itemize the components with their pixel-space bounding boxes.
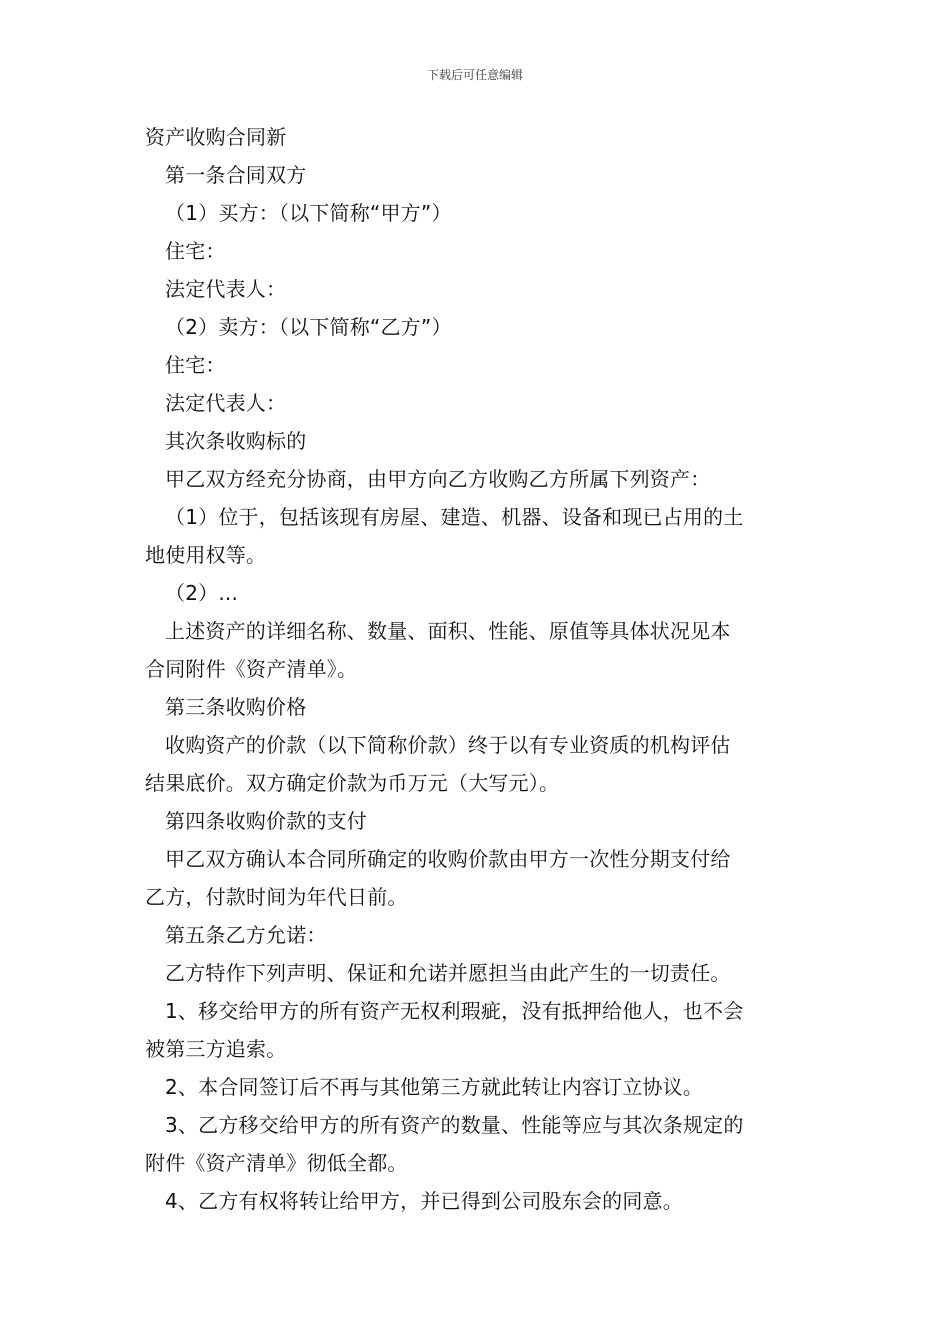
text-line: 结果底价。双方确定价款为币万元（大写元）。 xyxy=(145,771,560,795)
text-line: 法定代表人： xyxy=(165,277,287,301)
text-line: （1）位于，包括该现有房屋、建造、机器、设备和现已占用的土 xyxy=(165,505,744,529)
text-line: 甲乙双方确认本合同所确定的收购价款由甲方一次性分期支付给 xyxy=(165,847,731,871)
text-line: 上述资产的详细名称、数量、面积、性能、原值等具体状况见本 xyxy=(165,619,731,643)
text-line: 2、本合同签订后不再与其他第三方就此转让内容订立协议。 xyxy=(165,1075,704,1099)
text-line: 住宅： xyxy=(165,353,226,377)
contract-document xyxy=(145,118,810,1220)
text-line: 第三条收购价格 xyxy=(165,695,307,719)
text-line: 乙方，付款时间为年代日前。 xyxy=(145,885,408,909)
text-line: （1）买方：（以下简称“甲方”） xyxy=(165,201,452,225)
text-line: （2）卖方：（以下简称“乙方”） xyxy=(165,315,452,339)
text-line: 4、乙方有权将转让给甲方，并已得到公司股东会的同意。 xyxy=(165,1189,683,1213)
text-line: （2）... xyxy=(165,581,238,605)
text-line: 第一条合同双方 xyxy=(165,163,307,187)
text-line: 法定代表人： xyxy=(165,391,287,415)
text-line: 被第三方追索。 xyxy=(145,1037,287,1061)
text-line: 1、移交给甲方的所有资产无权利瑕疵，没有抵押给他人，也不会 xyxy=(165,999,744,1023)
text-line: 附件《资产清单》彻低全都。 xyxy=(145,1151,408,1175)
document-title: 资产收购合同新 xyxy=(145,125,287,149)
text-line: 第四条收购价款的支付 xyxy=(165,809,367,833)
text-line: 其次条收购标的 xyxy=(165,429,307,453)
text-line: 甲乙双方经充分协商，由甲方向乙方收购乙方所属下列资产： xyxy=(165,467,711,491)
text-line: 住宅： xyxy=(165,239,226,263)
text-line: 第五条乙方允诺： xyxy=(165,923,327,947)
text-line: 收购资产的价款（以下简称价款）终于以有专业资质的机构评估 xyxy=(165,733,731,757)
text-line: 3、乙方移交给甲方的所有资产的数量、性能等应与其次条规定的 xyxy=(165,1113,744,1137)
text-line: 合同附件《资产清单》。 xyxy=(145,657,358,681)
text-line: 地使用权等。 xyxy=(145,543,267,567)
page-header-note: 下载后可任意编辑 xyxy=(426,68,523,82)
text-line: 乙方特作下列声明、保证和允诺并愿担当由此产生的一切责任。 xyxy=(165,961,731,985)
document-body xyxy=(145,156,810,1220)
